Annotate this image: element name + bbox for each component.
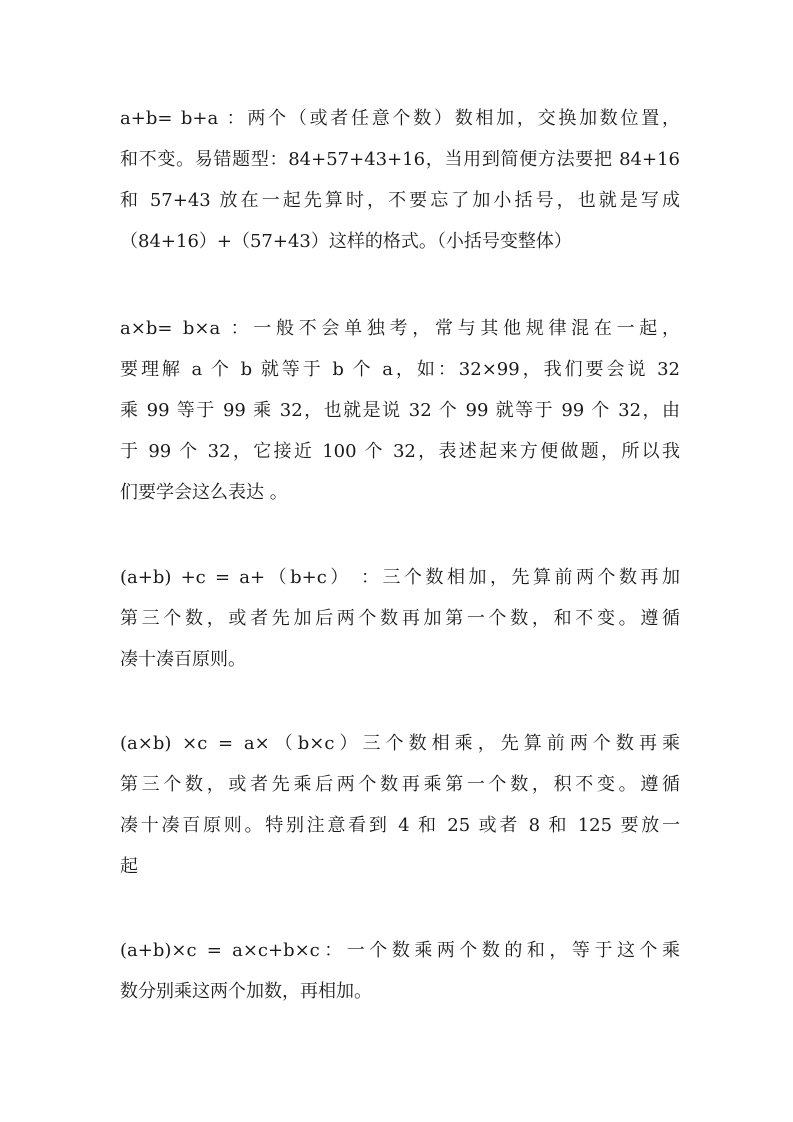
- text-line: 第三个数，或者先乘后两个数再乘第一个数，积不变。遵循: [120, 774, 680, 795]
- text-line: 第三个数，或者先加后两个数再加第一个数，和不变。遵循: [120, 608, 680, 629]
- text-line: 们要学会这么表达 。: [120, 482, 288, 503]
- text-line: 乘 99 等于 99 乘 32，也就是说 32 个 99 就等于 99 个 32，由: [120, 400, 680, 421]
- text-line: 于 99 个 32，它接近 100 个 32，表述起来方便做题，所以我: [120, 441, 680, 462]
- text-line: 和 57+43 放在一起先算时，不要忘了加小括号，也就是写成: [120, 190, 680, 211]
- text-line: a×b= b×a ：一般不会单独考，常与其他规律混在一起，: [120, 318, 680, 339]
- text-line: 凑十凑百原则。特别注意看到 4 和 25 或者 8 和 125 要放一: [120, 815, 680, 836]
- text-line: (a×b) ×c = a×（b×c）三个数相乘，先算前两个数再乘: [120, 733, 680, 754]
- paragraph-addition-associative: [120, 557, 680, 680]
- text-line: (a+b) +c = a+（b+c） ：三个数相加，先算前两个数再加: [120, 567, 680, 588]
- text-line: (a+b)×c = a×c+b×c：一个数乘两个数的和，等于这个乘: [120, 940, 680, 961]
- paragraph-multiplication-associative: [120, 723, 680, 887]
- text-line: 凑十凑百原则。: [120, 649, 246, 670]
- text-line: 起: [120, 856, 138, 877]
- text-line: （84+16）+（57+43）这样的格式。（小括号变整体）: [120, 231, 572, 252]
- text-line: 数分别乘这两个加数，再相加。: [120, 981, 372, 1002]
- paragraph-multiplication-commutative: [120, 308, 680, 513]
- paragraph-distributive: [120, 930, 680, 1012]
- text-line: 要理解 a 个 b 就等于 b 个 a，如：32×99，我们要会说 32: [120, 359, 680, 380]
- paragraph-addition-commutative: [120, 98, 680, 262]
- text-line: 和不变。易错题型：84+57+43+16，当用到简便方法要把 84+16: [120, 149, 680, 170]
- text-line: a+b= b+a ：两个（或者任意个数）数相加，交换加数位置，: [120, 108, 680, 129]
